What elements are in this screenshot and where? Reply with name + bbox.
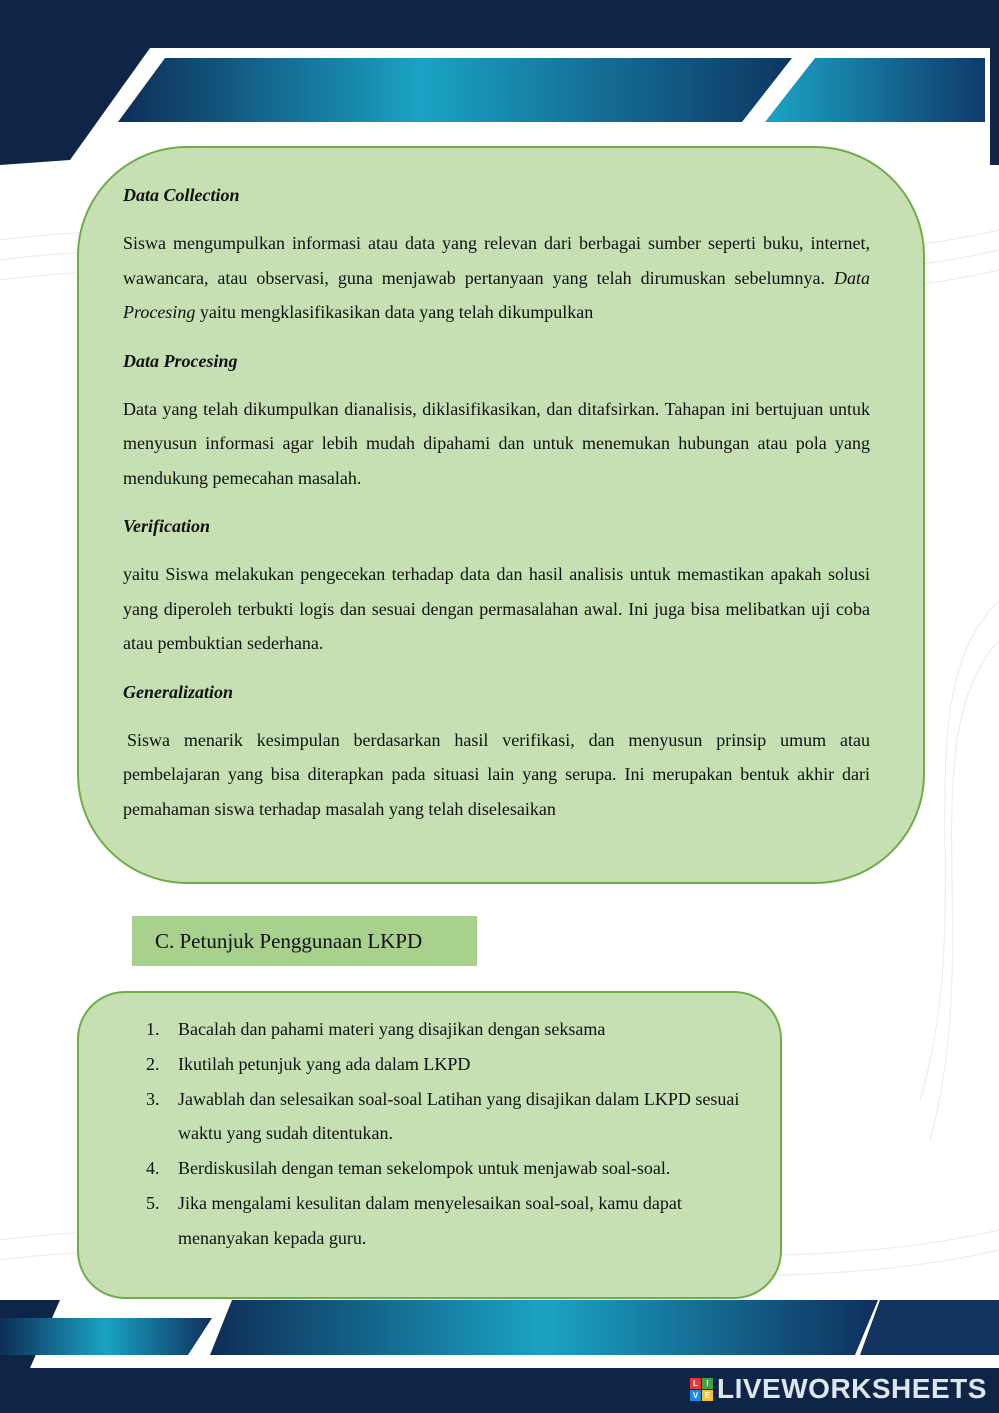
- list-item: 4. Berdiskusilah dengan teman sekelompok untuk menjawab soal-soal.: [146, 1158, 671, 1179]
- heading-verification: Verification: [123, 516, 211, 536]
- list-item: 2. Ikutilah petunjuk yang ada dalam LKPD: [146, 1053, 471, 1074]
- paragraph-generalization: Siswa menarik kesimpulan berdasarkan hasil verifikasi, dan menyusun prinsip umum atau pembelajaran yang bisa diterapkan pada situasi lain yang serupa. Ini merupakan bentuk akhir dari pemahaman siswa terhadap masalah yang telah diselesaikan: [123, 729, 870, 819]
- logo-letter-i: I: [702, 1378, 713, 1389]
- heading-data-collection: Data Collection: [123, 185, 240, 205]
- liveworksheets-logo-text: LIVEWORKSHEETS: [717, 1373, 987, 1404]
- list-item: 1. Bacalah dan pahami materi yang disajikan dengan seksama: [146, 1019, 606, 1039]
- logo-letter-l: L: [690, 1378, 701, 1389]
- logo-letter-e: E: [702, 1390, 713, 1401]
- heading-generalization: Generalization: [123, 681, 234, 702]
- content-card-text: [123, 178, 870, 840]
- heading-data-procesing: Data Procesing: [123, 350, 238, 371]
- list-item: 3. Jawablah dan selesaikan soal-soal Latihan yang disajikan dalam LKPD sesuai waktu yang sudah ditentukan.: [146, 1088, 740, 1144]
- logo-letter-v: V: [690, 1390, 701, 1401]
- liveworksheets-logo[interactable]: [690, 1372, 987, 1406]
- instructions-list: [146, 1012, 756, 1256]
- paragraph-verification: yaitu Siswa melakukan pengecekan terhadap data dan hasil analisis untuk memastikan apakah solusi yang diperoleh terbukti logis dan sesuai dengan permasalahan awal. Ini juga bisa melibatkan uji coba atau pembuktian sederhana.: [123, 564, 870, 653]
- paragraph-data-procesing: Data yang telah dikumpulkan dianalisis, diklasifikasikan, dan ditafsirkan. Tahapan ini bertujuan untuk menyusun informasi agar lebih mudah dipahami dan untuk menemukan hubungan atau pola yang mendukung pemecahan masalah.: [123, 398, 870, 488]
- list-item: 5. Jika mengalami kesulitan dalam menyelesaikan soal-soal, kamu dapat menanyakan kepada guru.: [146, 1192, 682, 1248]
- liveworksheets-logo-icon: [690, 1378, 713, 1401]
- paragraph-data-collection: Siswa mengumpulkan informasi atau data yang relevan dari berbagai sumber seperti buku, internet, wawancara, atau observasi, guna menjawab pertanyaan yang telah dirumuskan sebelumnya. Data Procesing yaitu mengklasifikasikan data yang telah dikumpulkan: [123, 233, 870, 322]
- section-c-title: C. Petunjuk Penggunaan LKPD: [132, 916, 477, 966]
